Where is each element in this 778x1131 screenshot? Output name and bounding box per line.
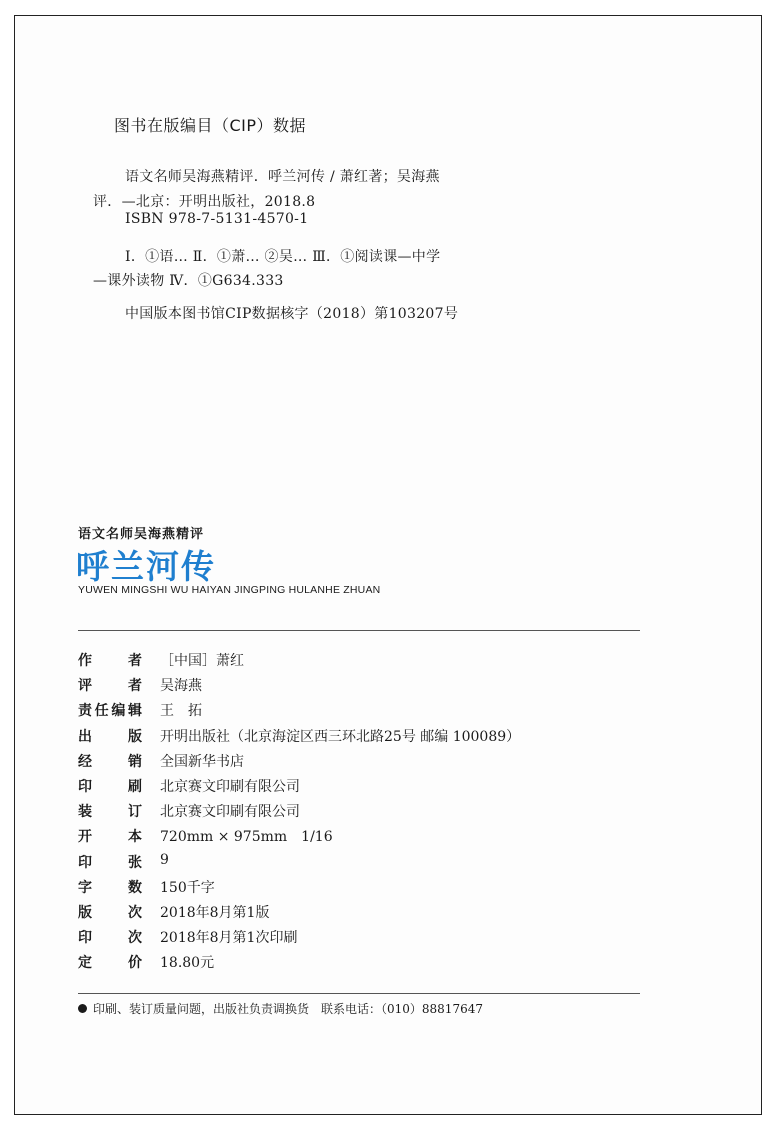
info-value: 18.80元 <box>160 955 215 972</box>
info-label: 开 本 <box>78 829 142 846</box>
quality-notice <box>78 1000 483 1017</box>
cip-classification-1: Ⅰ．①语… Ⅱ．①萧… ②吴… Ⅲ．①阅读课—中学 <box>125 249 441 265</box>
cip-isbn: ISBN 978-7-5131-4570-1 <box>125 211 309 227</box>
info-label: 字 数 <box>78 879 142 896</box>
info-label: 印 刷 <box>78 779 142 795</box>
info-label: 定 价 <box>78 955 142 972</box>
bullet-icon <box>78 1004 87 1013</box>
cip-classification-2: —课外读物 Ⅳ．①G634.333 <box>93 273 284 289</box>
info-label: 作 者 <box>78 653 142 669</box>
info-value: 2018年8月第1次印刷 <box>160 930 298 947</box>
info-value: 开明出版社（北京海淀区西三环北路25号 邮编 100089） <box>160 728 521 745</box>
info-label: 责 任 编 辑 <box>78 703 142 720</box>
info-value: 150千字 <box>160 879 215 896</box>
quality-notice-text: 印刷、装订质量问题，出版社负责调换货 联系电话：（010）88817647 <box>93 1002 483 1016</box>
info-label: 版 次 <box>78 905 142 921</box>
info-value: 北京赛文印刷有限公司 <box>160 779 300 795</box>
info-label: 印 次 <box>78 930 142 947</box>
info-value: 720mm × 975mm 1/16 <box>160 829 333 846</box>
series-name: 语文名师吴海燕精评 <box>78 527 205 542</box>
info-label: 评 者 <box>78 678 142 695</box>
book-title: 呼兰河传 <box>76 547 216 586</box>
info-label: 经 销 <box>78 753 142 770</box>
top-divider <box>78 630 640 631</box>
cip-line-1: 语文名师吴海燕精评．呼兰河传 / 萧红著；吴海燕 <box>125 169 440 185</box>
cip-line-2: 评．—北京：开明出版社，2018.8 <box>93 194 316 210</box>
cip-record-number: 中国版本图书馆CIP数据核字（2018）第103207号 <box>125 306 459 322</box>
info-value: 北京赛文印刷有限公司 <box>160 804 300 821</box>
info-value: 全国新华书店 <box>160 753 244 770</box>
info-value: 9 <box>160 851 169 868</box>
bottom-divider <box>78 993 640 994</box>
info-label: 印 张 <box>78 854 142 871</box>
info-label: 装 订 <box>78 804 142 821</box>
info-value: ［中国］萧红 <box>160 653 244 669</box>
info-label: 出 版 <box>78 728 142 745</box>
book-title-pinyin: YUWEN MINGSHI WU HAIYAN JINGPING HULANHE ZHUAN <box>78 584 381 596</box>
cip-heading: 图书在版编目（CIP）数据 <box>114 116 307 135</box>
info-value: 王 拓 <box>160 703 202 720</box>
info-value: 吴海燕 <box>160 678 202 695</box>
info-value: 2018年8月第1版 <box>160 905 270 921</box>
